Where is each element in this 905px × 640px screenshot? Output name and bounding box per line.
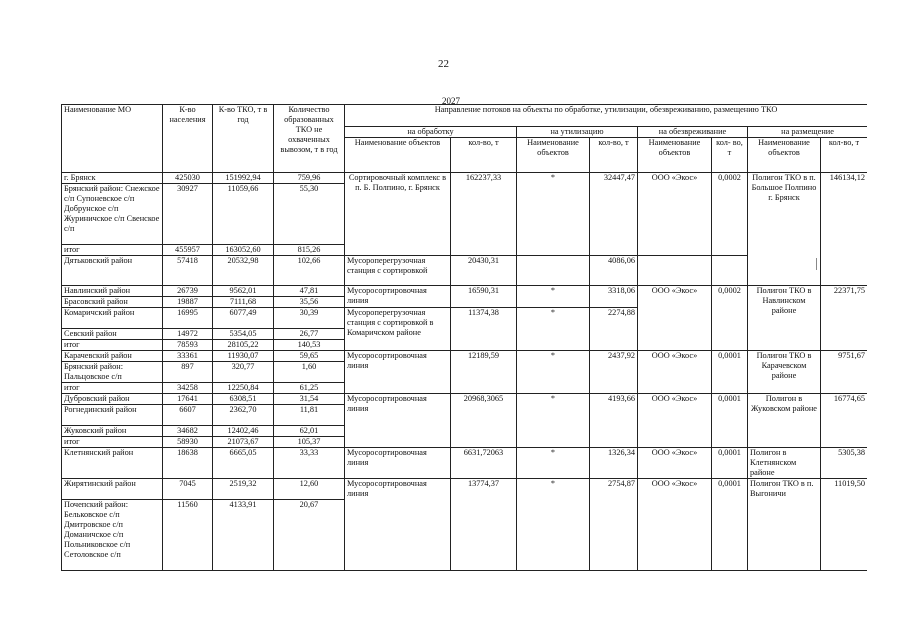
cell-pop: 425030 [163,173,213,184]
cell-uncovered: 20,67 [274,500,345,571]
cell-tko: 7111,68 [213,297,274,308]
cell-place-obj: Полигон ТКО в п. Выгоничи [748,479,821,571]
cell-neut-qty: 0,0002 [712,173,748,256]
cell-mo: Жирятинский район [62,479,163,500]
cell-neut-obj: ООО «Экос» [638,351,712,394]
cell-neut-obj: ООО «Экос» [638,173,712,256]
cell-proc-qty: 12189,59 [451,351,517,394]
cell-neut-qty [712,256,748,286]
hdr-uncovered: Количество образованных ТКО не охваченных вывозом, т в год [274,105,345,173]
cell-pop: 18638 [163,448,213,479]
cell-place-qty: 5305,38 [821,448,868,479]
cell-tko: 2362,70 [213,405,274,426]
cell-place-obj: Полигон в Жуковском районе [748,394,821,448]
cell-neut-obj [638,256,712,286]
cell-mo: итог [62,340,163,351]
cell-pop: 19887 [163,297,213,308]
hdr-qty: кол- во, т [712,138,748,173]
cell-mo: Севский район [62,329,163,340]
cell-pop: 30927 [163,184,213,245]
cell-proc-qty: 16590,31 [451,286,517,308]
cell-util-qty: 4086,06 [590,256,638,286]
cell-util-obj: * [517,308,590,351]
page-number: 22 [438,58,449,70]
cell-util-qty: 3318,06 [590,286,638,308]
cell-tko: 5354,05 [213,329,274,340]
cell-place-qty: 22371,75 [821,286,868,351]
cell-util-obj: * [517,448,590,479]
cell-proc-qty: 20430,31 [451,256,517,286]
cell-util-obj: * [517,173,590,256]
cell-tko: 320,77 [213,362,274,383]
cell-proc-qty: 20968,3065 [451,394,517,448]
cell-place-obj: Полигон ТКО в Навлинском районе [748,286,821,351]
cell-uncovered: 105,37 [274,437,345,448]
cell-proc-qty: 6631,72063 [451,448,517,479]
cell-util-qty: 4193,66 [590,394,638,448]
cell-pop: 17641 [163,394,213,405]
cell-util-obj: * [517,286,590,308]
hdr-processing: на обработку [345,127,517,138]
cell-uncovered: 11,81 [274,405,345,426]
cell-mo: Почепский район: Бельковское с/п Дмитровское с/п Доманичское с/п Польниковское с/п Сетоловское с/п [62,500,163,571]
cell-tko: 20532,98 [213,256,274,286]
cell-mo: г. Брянск [62,173,163,184]
cell-util-qty: 2754,87 [590,479,638,571]
cell-pop: 58930 [163,437,213,448]
cell-tko: 2519,32 [213,479,274,500]
cell-util-qty: 1326,34 [590,448,638,479]
cell-proc-obj: Мусоросортировочная линия [345,286,451,308]
cell-pop: 33361 [163,351,213,362]
cell-mo: Брасовский район [62,297,163,308]
cell-neut-obj: ООО «Экос» [638,479,712,571]
cell-uncovered: 26,77 [274,329,345,340]
cell-tko: 6077,49 [213,308,274,329]
cell-tko: 12402,46 [213,426,274,437]
cell-place-qty: 146134,12 [821,173,868,286]
cell-mo: Рогнединский район [62,405,163,426]
cell-mo: Брянский район: Пальцовское с/п [62,362,163,383]
cell-proc-obj: Мусороперегрузочная станция с сортировкой в Комаричском районе [345,308,451,351]
cell-neut-qty: 0,0001 [712,448,748,479]
cell-mo: итог [62,437,163,448]
cell-uncovered: 140,53 [274,340,345,351]
cell-place-qty: 11019,50 [821,479,868,571]
cell-proc-obj: Мусоросортировочная линия [345,479,451,571]
cell-mo: Дубровский район [62,394,163,405]
cell-pop: 14972 [163,329,213,340]
cell-neut-qty: 0,0002 [712,286,748,351]
cell-uncovered: 55,30 [274,184,345,245]
cell-pop: 57418 [163,256,213,286]
cell-tko: 6308,51 [213,394,274,405]
cell-pop: 11560 [163,500,213,571]
hdr-placement: на размещение [748,127,868,138]
cell-tko: 28105,22 [213,340,274,351]
cell-neut-obj: ООО «Экос» [638,286,712,351]
cell-mo: Навлинский район [62,286,163,297]
cell-neut-qty: 0,0001 [712,351,748,394]
cell-mo: Дятьковский район [62,256,163,286]
cell-uncovered: 47,81 [274,286,345,297]
hdr-qty: кол-во, т [590,138,638,173]
cell-place-qty: 16774,65 [821,394,868,448]
cell-proc-obj: Мусоросортировочная линия [345,351,451,394]
hdr-direction: Направление потоков на объекты по обработке, утилизации, обезвреживанию, размещению ТКО [345,105,868,127]
cell-pop: 6607 [163,405,213,426]
cell-util-obj: * [517,479,590,571]
cell-util-qty: 32447,47 [590,173,638,256]
cell-uncovered: 815,26 [274,245,345,256]
cell-proc-obj: Сортировочный комплекс в п. Б. Полпино, г. Брянск [345,173,451,256]
cell-proc-obj: Мусороперегрузочная станция с сортировкой [345,256,451,286]
cell-util-obj [517,256,590,286]
year-label: 2027 [442,96,460,106]
cell-tko: 11930,07 [213,351,274,362]
cell-pop: 78593 [163,340,213,351]
cell-pop: 34682 [163,426,213,437]
cell-uncovered: 30,39 [274,308,345,329]
cell-place-obj: Полигон ТКО в Карачевском районе [748,351,821,394]
cell-util-obj: * [517,351,590,394]
cell-uncovered: 35,56 [274,297,345,308]
cell-pop: 26739 [163,286,213,297]
hdr-mo: Наименование МО [62,105,163,173]
cell-tko: 12250,84 [213,383,274,394]
cell-util-obj: * [517,394,590,448]
cell-tko: 9562,01 [213,286,274,297]
hdr-qty: кол-во, т [451,138,517,173]
cell-tko: 163052,60 [213,245,274,256]
cell-tko: 151992,94 [213,173,274,184]
hdr-population: К-во населения [163,105,213,173]
cell-place-obj: Полигон в Клетнянском районе [748,448,821,479]
cell-uncovered: 759,96 [274,173,345,184]
cell-neut-qty: 0,0001 [712,394,748,448]
cell-mo: итог [62,383,163,394]
cell-proc-obj: Мусоросортировочная линия [345,448,451,479]
cell-uncovered: 59,65 [274,351,345,362]
cell-util-qty: 2437,92 [590,351,638,394]
hdr-obj-name: Наименование объектов [638,138,712,173]
cell-uncovered: 61,25 [274,383,345,394]
cell-place-obj: Полигон ТКО в п. Большое Полпино г. Брянск [748,173,821,286]
cell-neut-obj: ООО «Экос» [638,394,712,448]
cell-pop: 16995 [163,308,213,329]
cell-proc-qty: 11374,38 [451,308,517,351]
hdr-neutralization: на обезвреживание [638,127,748,138]
hdr-obj-name: Наименование объектов [748,138,821,173]
cell-mo: Жуковский район [62,426,163,437]
cell-neut-obj: ООО «Экос» [638,448,712,479]
cell-tko: 4133,91 [213,500,274,571]
cell-pop: 455957 [163,245,213,256]
cell-uncovered: 12,60 [274,479,345,500]
cell-proc-qty: 162237,33 [451,173,517,256]
cell-pop: 34258 [163,383,213,394]
cell-uncovered: 33,33 [274,448,345,479]
cell-tko: 11059,66 [213,184,274,245]
cell-mo: Карачевский район [62,351,163,362]
cell-proc-qty: 13774,37 [451,479,517,571]
cell-uncovered: 102,66 [274,256,345,286]
cell-mo: итог [62,245,163,256]
cell-tko: 6665,05 [213,448,274,479]
cell-mo: Брянский район: Снежское с/п Супоневское с/п Добрунское с/п Журиничское с/п Свенское с/п [62,184,163,245]
cell-mo: Комаричский район [62,308,163,329]
hdr-utilization: на утилизацию [517,127,638,138]
cell-mo: Клетнянский район [62,448,163,479]
cell-neut-qty: 0,0001 [712,479,748,571]
cell-util-qty: 2274,88 [590,308,638,351]
cell-pop: 897 [163,362,213,383]
cell-proc-obj: Мусоросортировочная линия [345,394,451,448]
hdr-obj-name: Наименование объектов [517,138,590,173]
cell-uncovered: 31,54 [274,394,345,405]
cell-pop: 7045 [163,479,213,500]
cell-place-qty: 9751,67 [821,351,868,394]
hdr-obj-name: Наименование объектов [345,138,451,173]
waste-flow-table [61,104,867,600]
cell-tko: 21073,67 [213,437,274,448]
cell-uncovered: 1,60 [274,362,345,383]
hdr-tko: К-во ТКО, т в год [213,105,274,173]
cell-uncovered: 62,01 [274,426,345,437]
hdr-qty: кол-во, т [821,138,868,173]
